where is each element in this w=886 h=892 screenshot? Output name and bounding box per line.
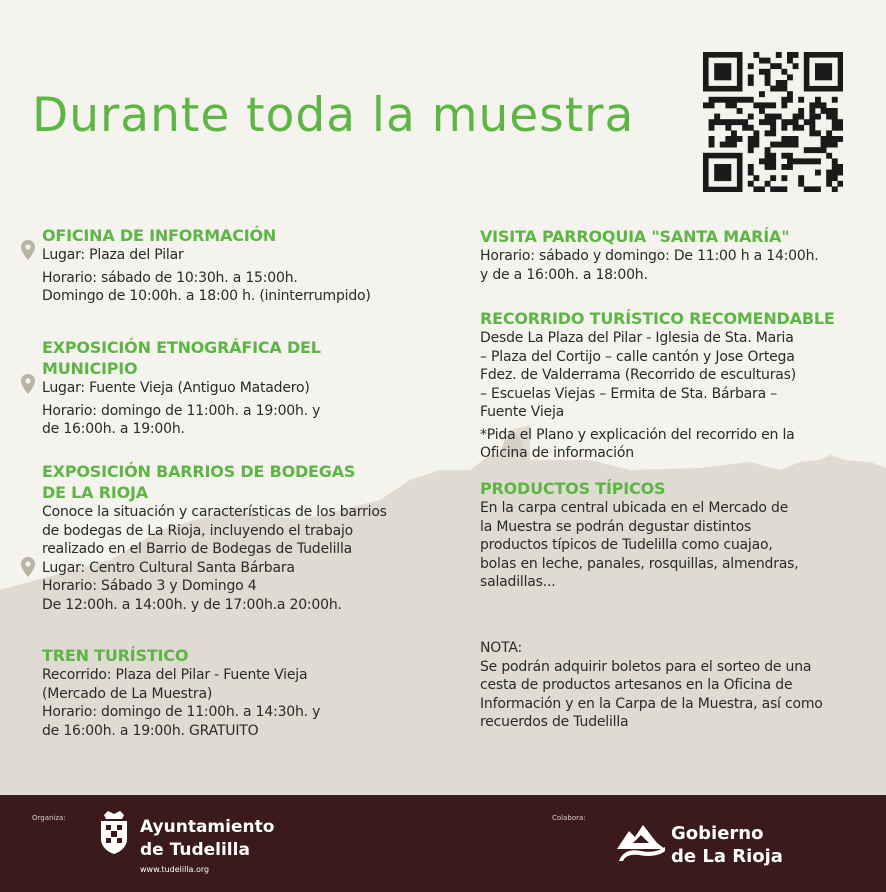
section-line: De 12:00h. a 14:00h. y de 17:00h.a 20:00h.: [42, 596, 342, 613]
section-line: Información y en la Carpa de la Muestra, así como: [480, 695, 823, 712]
section-line: de 16:00h. a 19:00h.: [42, 421, 185, 437]
location-pin-icon: [21, 240, 35, 260]
organiza-label: Organiza:: [32, 814, 66, 822]
colabora-label: Colabora:: [552, 814, 586, 822]
section-line: Se podrán adquirir boletos para el sorteo de una: [480, 658, 812, 675]
section-line: Recorrido: Plaza del Pilar - Fuente Vieja: [42, 667, 308, 683]
section-heading: EXPOSICIÓN ETNOGRÁFICA DEL: [42, 338, 321, 357]
section-nota: [480, 639, 870, 732]
gov-name: Gobierno: [671, 823, 764, 844]
location-pin-icon: [21, 374, 35, 394]
section-heading: MUNICIPIO: [42, 359, 138, 378]
org-name: Ayuntamiento: [140, 817, 275, 837]
section-line: Horario: sábado de 10:30h. a 15:00h.: [42, 269, 298, 286]
section-heading: TREN TURÍSTICO: [42, 646, 189, 665]
org-url[interactable]: www.tudelilla.org: [140, 865, 210, 874]
section-line: y de a 16:00h. a 18:00h.: [480, 266, 648, 283]
section-line: (Mercado de La Muestra): [42, 685, 213, 702]
section-note: Oficina de información: [480, 445, 634, 461]
section-productos-tipicos: [480, 478, 870, 592]
section-line: – Plaza del Cortijo – calle cantón y Jose Ortega: [480, 348, 795, 365]
section-heading: RECORRIDO TURÍSTICO RECOMENDABLE: [480, 309, 835, 328]
section-heading: OFICINA DE INFORMACIÓN: [42, 226, 277, 245]
section-line: bolas en leche, panales, rosquillas, almendras,: [480, 555, 799, 572]
section-line: productos típicos de Tudelilla como cuajao,: [480, 537, 773, 553]
section-line: de 16:00h. a 19:00h. GRATUITO: [42, 722, 259, 739]
section-line: En la carpa central ubicada en el Mercado de: [480, 500, 789, 516]
section-line: Fdez. de Valderrama (Recorrido de esculturas): [480, 367, 796, 383]
section-tren-turistico: [42, 645, 462, 740]
section-exposicion-etnografica: [42, 337, 462, 439]
section-heading: DE LA RIOJA: [42, 483, 148, 502]
section-line: recuerdos de Tudelilla: [480, 714, 629, 730]
coat-of-arms-icon: [98, 809, 130, 855]
rioja-logo-icon: [615, 823, 667, 863]
section-line: Lugar: Plaza del Pilar: [42, 247, 184, 263]
footer: [0, 795, 886, 892]
section-line: Conoce la situación y características de los barrios: [42, 504, 387, 520]
section-line: Lugar: Fuente Vieja (Antiguo Matadero): [42, 380, 310, 396]
org-name: de Tudelilla: [140, 840, 250, 860]
section-recorrido-turistico: [480, 308, 870, 463]
section-line: Horario: domingo de 11:00h. a 19:00h. y: [42, 402, 321, 419]
section-heading: PRODUCTOS TÍPICOS: [480, 479, 666, 498]
section-line: Horario: domingo de 11:00h. a 14:30h. y: [42, 704, 321, 720]
section-line: Horario: sábado y domingo: De 11:00 h a 14:00h.: [480, 248, 819, 264]
section-line: realizado en el Barrio de Bodegas de Tudelilla: [42, 541, 353, 557]
section-visita-parroquia: [480, 226, 870, 284]
section-line: – Escuelas Viejas – Ermita de Sta. Bárbara –: [480, 385, 778, 402]
nota-heading: NOTA:: [480, 640, 523, 656]
section-line: Fuente Vieja: [480, 404, 565, 420]
section-exposicion-bodegas: [42, 461, 462, 614]
section-line: Horario: Sábado 3 y Domingo 4: [42, 578, 257, 594]
location-pin-icon: [21, 557, 35, 577]
qr-code: [703, 52, 843, 192]
section-oficina-informacion: [42, 225, 462, 306]
section-line: Domingo de 10:00h. a 18:00 h. (ininterrumpido): [42, 288, 371, 304]
section-heading: VISITA PARROQUIA "SANTA MARÍA": [480, 227, 790, 246]
section-line: Desde La Plaza del Pilar - Iglesia de Sta. Maria: [480, 330, 794, 346]
section-heading: EXPOSICIÓN BARRIOS DE BODEGAS: [42, 462, 356, 481]
gov-name: de La Rioja: [671, 846, 783, 867]
section-line: la Muestra se podrán degustar distintos: [480, 518, 752, 535]
section-line: saladillas...: [480, 574, 556, 590]
section-line: Lugar: Centro Cultural Santa Bárbara: [42, 559, 295, 576]
page-title: Durante toda la muestra: [32, 88, 635, 143]
section-line: cesta de productos artesanos en la Oficina de: [480, 677, 793, 693]
section-note: *Pida el Plano y explicación del recorrido en la: [480, 426, 795, 443]
section-line: de bodegas de La Rioja, incluyendo el trabajo: [42, 522, 354, 539]
